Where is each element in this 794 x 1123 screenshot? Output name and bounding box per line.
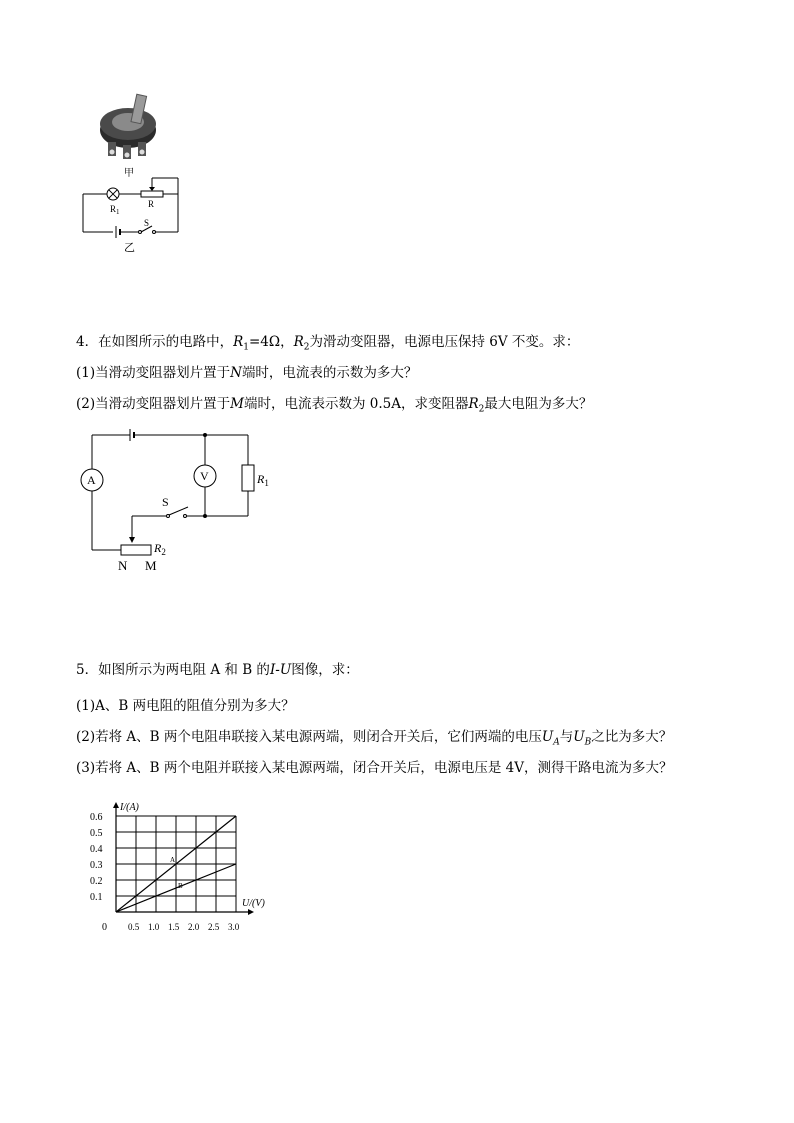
label-s: S — [144, 218, 150, 228]
q4-part2: (2)当滑动变阻器划片置于M端时，电流表示数为 0.5A，求变阻器$R_2$最大电阻为多大？ — [76, 396, 593, 415]
label-r1: $R_1$ — [110, 204, 120, 216]
q5-part1: (1)A、B 两电阻的阻值分别为多大？ — [76, 698, 295, 714]
label-jia: 甲 — [124, 168, 134, 179]
y-tick-label: 0.6 — [90, 812, 103, 823]
q4-stem: 4．在如图所示的电路中，$R_1=4\Omega$，$R_2$为滑动变阻器，电源电压保持 6V 不变。求： — [76, 334, 580, 353]
q5-part2: (2)若将 A、B 两个电阻串联接入某电源两端，则闭合开关后，它们两端的电压$U_A$与$U_B$之比为多大？ — [76, 729, 673, 748]
potentiometer-photo — [100, 94, 156, 159]
label-yi: 乙 — [124, 242, 135, 254]
r2-label: $R_2$ — [154, 541, 166, 557]
y-axis-label: I/(A) — [120, 802, 139, 813]
x-axis-label: U/(V) — [242, 898, 265, 909]
ammeter-label: A — [87, 473, 96, 487]
y-tick-label: 0.4 — [90, 844, 103, 855]
q4-part1: (1)当滑动变阻器划片置于N端时，电流表的示数为多大？ — [76, 365, 418, 381]
r1-resistor — [242, 465, 254, 491]
origin-label: 0 — [102, 922, 107, 933]
y-axis-arrow — [113, 802, 119, 808]
x-tick-label: 0.5 — [128, 922, 140, 932]
y-tick-label: 0.1 — [90, 892, 103, 903]
q5-part3: (3)若将 A、B 两个电阻并联接入某电源两端，闭合开关后，电源电压是 4V，测得干路电流为多大？ — [76, 760, 673, 776]
r1-label: $R_1$ — [257, 472, 269, 488]
x-tick-label: 2.0 — [188, 922, 200, 932]
q4-circuit-diagram — [78, 425, 278, 580]
potentiometer-figure — [80, 90, 190, 260]
series-label-A: A — [170, 856, 176, 864]
x-tick-label: 2.5 — [208, 922, 220, 932]
x-tick-label: 1.5 — [168, 922, 180, 932]
series-label-B: B — [178, 882, 183, 890]
voltmeter-label: V — [200, 469, 209, 483]
r2-resistor — [121, 545, 151, 555]
x-tick-label: 1.0 — [148, 922, 160, 932]
y-tick-label: 0.2 — [90, 876, 103, 887]
iu-chart — [86, 800, 276, 940]
switch-label: S — [162, 495, 169, 509]
x-tick-label: 3.0 — [228, 922, 240, 932]
terminal-m-label: M — [145, 558, 157, 573]
label-r: R — [148, 199, 155, 209]
y-tick-label: 0.5 — [90, 828, 103, 839]
x-axis-arrow — [248, 909, 254, 915]
q5-stem: 5．如图所示为两电阻 A 和 B 的I-U图像，求： — [76, 662, 359, 678]
y-tick-label: 0.3 — [90, 860, 103, 871]
terminal-n-label: N — [118, 558, 128, 573]
